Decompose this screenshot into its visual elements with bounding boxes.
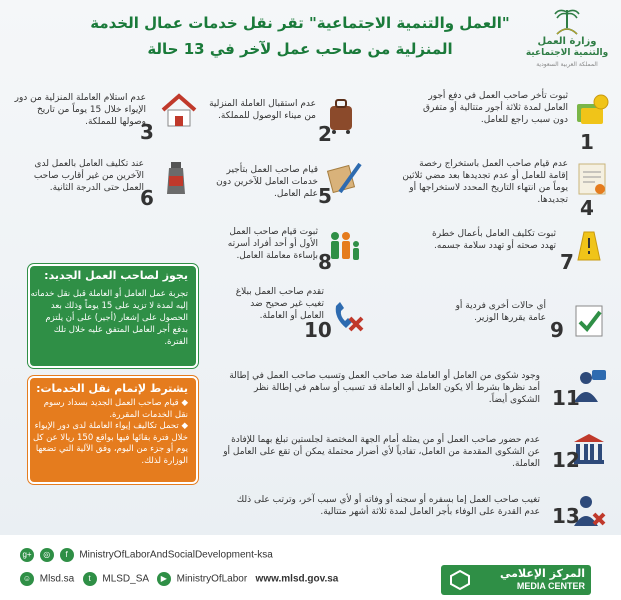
- condition-bullet-2: ◆ تحمل تكاليف إيواء العاملة لدى دور الإيواء خلال فترة بقائها فيها بواقع 150 ريالا عن كل يوم أو جزء من اليوم، وفق الآلية التي تضعها الوزارة لذلك.: [32, 421, 188, 466]
- case-number: 4: [580, 196, 594, 220]
- page-title-line1: "العمل والتنمية الاجتماعية" تقر نقل خدمات عمال الخدمة: [90, 14, 510, 32]
- case-number: 6: [140, 186, 154, 210]
- case-number: 13: [552, 504, 580, 528]
- palm-swords-icon: [553, 6, 581, 36]
- no-phone-icon: [328, 296, 366, 334]
- ministry-logo: [521, 4, 613, 72]
- instagram-icon[interactable]: ◎: [40, 548, 54, 562]
- case-number: 8: [318, 250, 332, 274]
- logo-line2: والتنمية الاجتماعية: [525, 48, 609, 58]
- case-text: ثبوت تأخر صاحب العمل في دفع أجور العامل لمدة ثلاثة أجور متتالية أو متفرق دون سبب راجع للعامل.: [423, 91, 568, 125]
- twitter-icon[interactable]: t: [83, 572, 97, 586]
- twitter-handle[interactable]: MLSD_SA: [102, 573, 149, 585]
- checklist-icon: [570, 302, 608, 340]
- social-links-row1: [20, 548, 273, 562]
- condition-bullet-1: ◆ قيام صاحب العمل الجديد بسداد رسوم نقل الخدمات المقررة.: [43, 398, 188, 420]
- case-number: 9: [550, 318, 564, 342]
- case-number: 12: [552, 448, 580, 472]
- new-employer-title: يجوز لصاحب العمل الجديد:: [44, 269, 188, 282]
- case-number: 2: [318, 122, 332, 146]
- case-text: ثبوت تكليف العامل بأعمال خطرة تهدد صحته أو تهدد سلامة جسمه.: [432, 229, 556, 251]
- transfer-conditions-text: [28, 398, 188, 467]
- case-number: 11: [552, 386, 580, 410]
- case-text: عدم استقبال العاملة المنزلية من ميناء الوصول للمملكة.: [209, 99, 316, 121]
- case-text: تقدم صاحب العمل ببلاغ تغيب غير صحيح ضد العامل أو العاملة.: [235, 287, 324, 321]
- media-center-arabic: المركز الإعلامي: [500, 567, 585, 580]
- media-center-english: MEDIA CENTER: [516, 581, 585, 591]
- google-plus-icon[interactable]: g+: [20, 548, 34, 562]
- social-links-row2: [20, 572, 338, 586]
- case-text: عدم قيام صاحب العمل باستخراج رخصة إقامة للعامل أو عدم تجديدها بعد مضي ثلاثين يوماً من انتهاء التاريخ المحدد لاستخراجها أو تجديدها.: [402, 159, 568, 205]
- case-text: عدم حضور صاحب العمل أو من يمثله أمام الجهة المختصة لجلستين تبلغ بهما للإفادة عن الشكوى المقدمة من العامل، تفادياً لأي أضرار محتملة يمكن أن تقع على العامل أو العاملة.: [223, 435, 540, 469]
- case-text: أي حالات أخرى فردية أو عامة يقررها الوزير.: [455, 301, 546, 323]
- bottle-icon: [158, 160, 196, 198]
- media-center-icon: [449, 569, 471, 591]
- new-employer-text: تجربة عمل العامل أو العاملة قبل نقل خدماته إليه لمدة لا تزيد على 15 يوماً وذلك بعد الحصول على إشعار (أجير) على أن يلتزم بدفع أجر العامل المتفق عليه خلال تلك الفترة.: [30, 289, 188, 347]
- transfer-conditions-box: [28, 376, 198, 484]
- header: [0, 0, 621, 82]
- logo-line1: وزارة العمل: [537, 36, 597, 47]
- facebook-handle[interactable]: MinistryOfLaborAndSocialDevelopment-ksa: [79, 549, 273, 561]
- case-number: 5: [318, 184, 332, 208]
- youtube-handle[interactable]: MinistryOfLabor: [176, 573, 248, 585]
- house-icon: [160, 92, 198, 130]
- snapchat-icon[interactable]: ☺: [20, 572, 34, 586]
- logo-line3: المملكة العربية السعودية: [536, 61, 598, 68]
- case-number: 10: [304, 318, 332, 342]
- facebook-icon[interactable]: f: [60, 548, 74, 562]
- case-text: تغيب صاحب العمل إما بسفره أو سجنه أو وفاته أو لأي سبب آخر، وترتب على ذلك عدم القدرة على الوفاء بأجر العامل لمدة ثلاثة أشهر متتالية.: [236, 495, 540, 517]
- case-text: عدم استلام العاملة المنزلية من دور الإيواء خلال 15 يوماً من تاريخ وصولها للمملكة.: [14, 93, 146, 127]
- media-center-badge: [441, 565, 591, 595]
- case-number: 1: [580, 130, 594, 154]
- youtube-icon[interactable]: ▶: [157, 572, 171, 586]
- case-number: 7: [560, 250, 574, 274]
- website-link[interactable]: www.mlsd.gov.sa: [255, 573, 339, 585]
- case-text: عند تكليف العامل بالعمل لدى الآخرين من غير أقارب صاحب العمل حتى الدرجة الثانية.: [33, 159, 144, 193]
- case-text: قيام صاحب العمل بتأجير خدمات العامل للآخرين دون علم العامل.: [216, 165, 318, 199]
- warning-sign-icon: [570, 226, 608, 264]
- transfer-conditions-title: يشترط لإتمام نقل الخدمات:: [36, 382, 188, 395]
- document-icon: [573, 160, 611, 198]
- snapchat-handle[interactable]: Mlsd.sa: [39, 573, 75, 585]
- case-text: وجود شكوى من العامل أو العاملة ضد صاحب العمل وتسبب صاحب العمل في إطالة أمد نظرها بشرط ألا يكون العامل أو العاملة قد تسبب أو ساهم في إطالة نظر الشكوى أيضاً.: [229, 371, 540, 405]
- new-employer-box: [28, 264, 198, 368]
- case-number: 3: [140, 120, 154, 144]
- case-text: ثبوت قيام صاحب العمل الأول أو أحد أفراد أسرته بإساءة معاملة العامل.: [227, 227, 318, 261]
- page-title-line2: المنزلية من صاحب عمل لآخر في 13 حالة: [147, 40, 453, 58]
- money-bag-icon: [573, 90, 611, 128]
